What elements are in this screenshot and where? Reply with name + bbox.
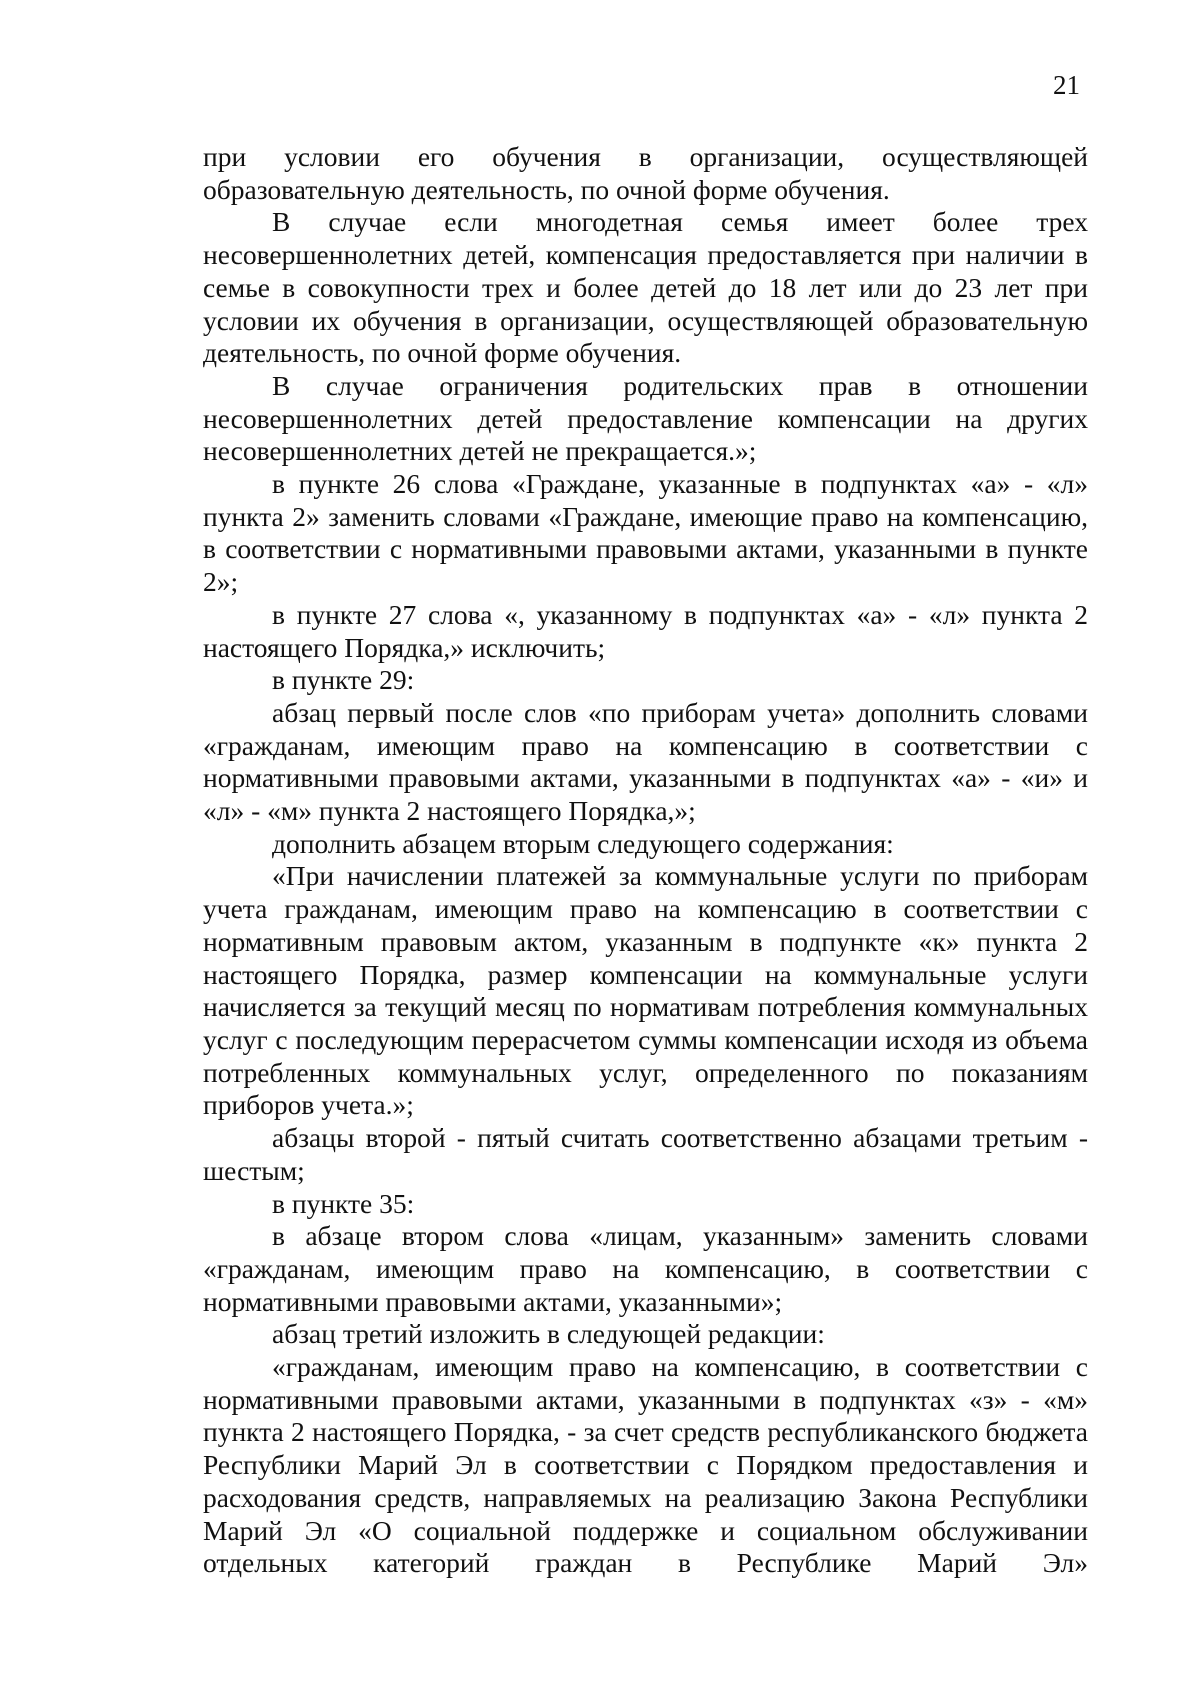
paragraph: при условии его обучения в организации, осуществляющей образовательную деятельность, по очной форме обучения.	[203, 141, 1088, 205]
paragraph: в абзаце втором слова «лицам, указанным» заменить словами «гражданам, имеющим право на компенсацию, в соответствии с нормативными правовыми актами, указанными»;	[203, 1220, 1088, 1317]
paragraph: «гражданам, имеющим право на компенсацию, в соответствии с нормативными правовыми актами, указанными в подпунктах «з» - «м» пункта 2 настоящего Порядка, - за счет средств республиканского бюджета Республики Марий Эл в соответствии с Порядком предоставления и расходования средств, направляемых на реализацию Закона Республики Марий Эл «О социальной поддержке и социальном обслуживании отдельных категорий граждан в Республике Марий Эл»	[203, 1351, 1088, 1579]
paragraph: в пункте 29:	[272, 664, 415, 696]
paragraph: В случае если многодетная семья имеет более трех несовершеннолетних детей, компенсация предоставляется при наличии в семье в совокупности трех и более детей до 18 лет или до 23 лет при условии их обучения в организации, осуществляющей образовательную деятельность, по очной форме обучения.	[203, 206, 1088, 369]
paragraph: абзацы второй - пятый считать соответственно абзацами третьим - шестым;	[203, 1122, 1088, 1186]
paragraph: в пункте 35:	[272, 1187, 415, 1219]
page-number: 21	[1053, 70, 1080, 100]
paragraph: абзац третий изложить в следующей редакции:	[272, 1318, 825, 1350]
paragraph: в пункте 27 слова «, указанному в подпунктах «а» - «л» пункта 2 настоящего Порядка,» исключить;	[203, 598, 1088, 663]
paragraph: В случае ограничения родительских прав в отношении несовершеннолетних детей предоставление компенсации на других несовершеннолетних детей не прекращается.»;	[203, 369, 1088, 467]
paragraph: дополнить абзацем вторым следующего содержания:	[272, 827, 894, 859]
paragraph: «При начислении платежей за коммунальные услуги по приборам учета гражданам, имеющим право на компенсацию в соответствии с нормативным правовым актом, указанным в подпункте «к» пункта 2 настоящего Порядка, размер компенсации на коммунальные услуги начисляется за текущий месяц по нормативам потребления коммунальных услуг с последующим перерасчетом суммы компенсации исходя из объема потребленных коммунальных услуг, определенного по показаниям приборов учета.»;	[203, 860, 1088, 1121]
document-body	[203, 141, 1088, 1580]
paragraph: абзац первый после слов «по приборам учета» дополнить словами «гражданам, имеющим право на компенсацию в соответствии с нормативными правовыми актами, указанными в подпунктах «а» - «и» и «л» - «м» пункта 2 настоящего Порядка,»;	[203, 696, 1088, 827]
paragraph: в пункте 26 слова «Граждане, указанные в подпунктах «а» - «л» пункта 2» заменить словами «Граждане, имеющие право на компенсацию, в соответствии с нормативными правовыми актами, указанными в пункте 2»;	[203, 468, 1088, 598]
